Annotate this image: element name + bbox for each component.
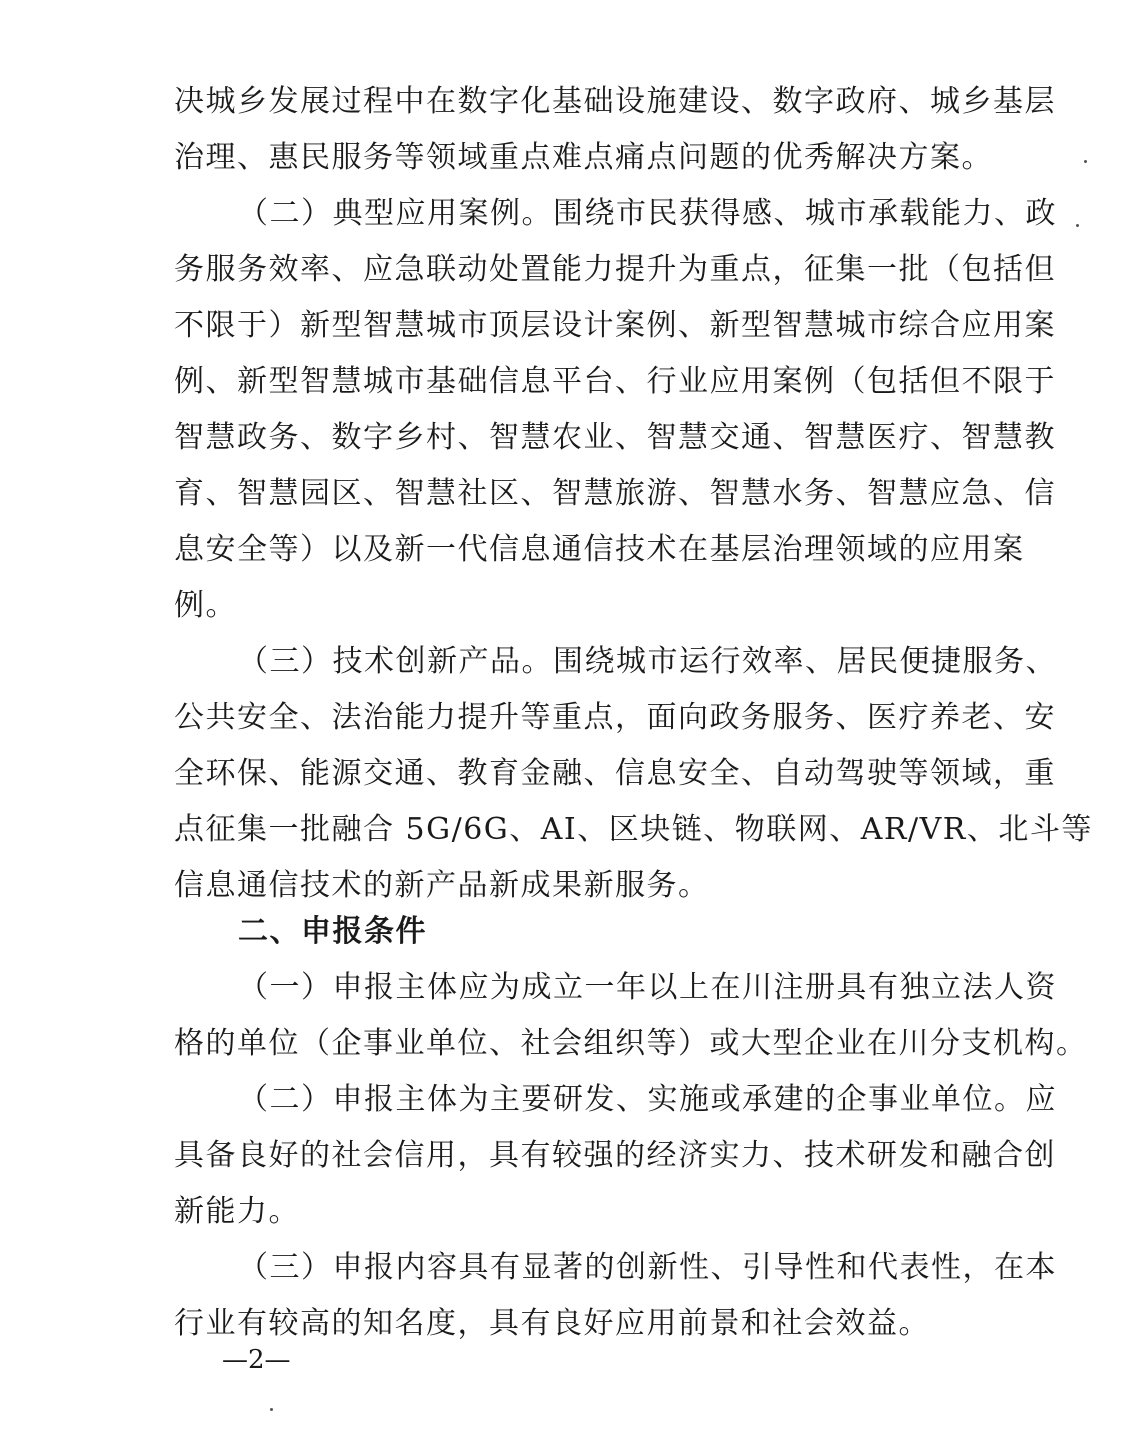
text-line: （二）典型应用案例。围绕市民获得感、城市承载能力、政: [238, 196, 1057, 231]
scan-speck: [1084, 160, 1087, 163]
text-line: 行业有较高的知名度，具有良好应用前景和社会效益。: [174, 1306, 930, 1341]
text-line: 信息通信技术的新产品新成果新服务。: [174, 868, 710, 903]
text-line: 点征集一批融合 5G/6G、AI、区块链、物联网、AR/VR、北斗等: [174, 812, 1093, 847]
text-line: 务服务效率、应急联动处置能力提升为重点，征集一批（包括但: [174, 252, 1056, 287]
text-line: 例、新型智慧城市基础信息平台、行业应用案例（包括但不限于: [174, 364, 1056, 399]
text-line: 新能力。: [174, 1194, 300, 1229]
scan-speck: [270, 1408, 273, 1411]
text-line: （二）申报主体为主要研发、实施或承建的企事业单位。应: [238, 1082, 1057, 1117]
text-line: 例。: [174, 588, 237, 623]
text-line: （三）申报内容具有显著的创新性、引导性和代表性，在本: [238, 1250, 1057, 1285]
section-heading: 二、申报条件: [238, 914, 427, 949]
page-number: —2—: [222, 1345, 291, 1375]
text-line: 智慧政务、数字乡村、智慧农业、智慧交通、智慧医疗、智慧教: [174, 420, 1056, 455]
text-line: 治理、惠民服务等领域重点难点痛点问题的优秀解决方案。: [174, 140, 993, 175]
text-line: 具备良好的社会信用，具有较强的经济实力、技术研发和融合创: [174, 1138, 1056, 1173]
text-line: 不限于）新型智慧城市顶层设计案例、新型智慧城市综合应用案: [174, 308, 1056, 343]
text-line: （三）技术创新产品。围绕城市运行效率、居民便捷服务、: [238, 644, 1057, 679]
text-line: 育、智慧园区、智慧社区、智慧旅游、智慧水务、智慧应急、信: [174, 476, 1056, 511]
text-line: 全环保、能源交通、教育金融、信息安全、自动驾驶等领域，重: [174, 756, 1056, 791]
text-line: 息安全等）以及新一代信息通信技术在基层治理领域的应用案: [174, 532, 1025, 567]
text-line: 公共安全、法治能力提升等重点，面向政务服务、医疗养老、安: [174, 700, 1056, 735]
scan-speck: [1076, 224, 1079, 227]
text-line: （一）申报主体应为成立一年以上在川注册具有独立法人资: [238, 970, 1057, 1005]
text-line: 格的单位（企事业单位、社会组织等）或大型企业在川分支机构。: [174, 1026, 1088, 1061]
text-line: 决城乡发展过程中在数字化基础设施建设、数字政府、城乡基层: [174, 84, 1056, 119]
